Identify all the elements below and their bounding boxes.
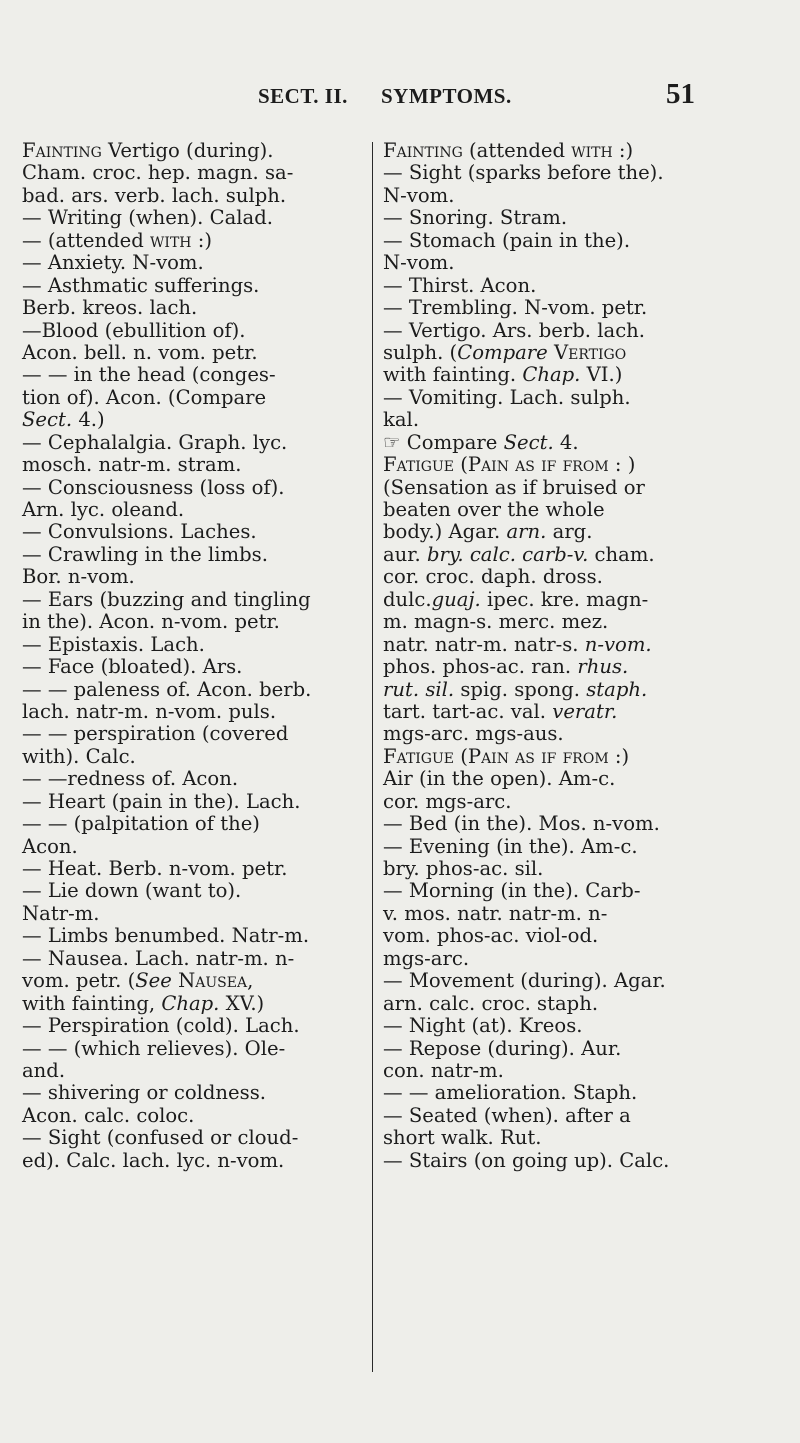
text-line bbox=[383, 656, 777, 678]
text-segment: bry. calc. carb-v. bbox=[426, 542, 589, 566]
text-line bbox=[22, 970, 368, 992]
text-segment: — Thirst. Acon. bbox=[383, 273, 537, 297]
text-line bbox=[22, 746, 368, 768]
text-segment: veratr. bbox=[552, 699, 618, 723]
text-line bbox=[22, 1082, 368, 1104]
text-line bbox=[383, 836, 777, 858]
text-segment: (attended bbox=[462, 139, 572, 162]
text-segment: Sect. bbox=[22, 408, 73, 432]
text-segment: — Heat. Berb. n-vom. petr. bbox=[22, 857, 288, 880]
text-line bbox=[22, 813, 368, 835]
text-line bbox=[383, 387, 777, 409]
text-segment: Berb. kreos. lach. bbox=[22, 296, 198, 320]
text-segment: arn. calc. croc. staph. bbox=[383, 991, 599, 1015]
text-line bbox=[22, 701, 368, 723]
text-segment: mgs-arc. bbox=[383, 946, 470, 970]
right-column bbox=[383, 140, 777, 1172]
text-line bbox=[383, 679, 777, 701]
text-line bbox=[22, 521, 368, 543]
text-segment: — —redness of. Acon. bbox=[22, 767, 239, 791]
column-divider bbox=[372, 142, 373, 1372]
text-line bbox=[22, 409, 368, 431]
text-segment: — Vomiting. Lach. sulph. bbox=[383, 385, 631, 409]
text-segment: XV.) bbox=[219, 991, 265, 1015]
text-line bbox=[383, 925, 777, 947]
text-segment: — Cephalalgia. Graph. lyc. bbox=[22, 430, 288, 454]
text-line bbox=[383, 477, 777, 499]
text-line bbox=[22, 320, 368, 342]
text-segment: rhus. bbox=[577, 655, 629, 679]
text-line bbox=[383, 1060, 777, 1082]
text-segment: phos. phos-ac. ran. bbox=[383, 655, 578, 679]
text-line bbox=[22, 230, 368, 252]
text-segment: bad. ars. verb. lach. sulph. bbox=[22, 183, 287, 207]
text-line bbox=[383, 320, 777, 342]
text-segment: — Vertigo. Ars. berb. lach. bbox=[383, 318, 646, 342]
text-segment: tion of). Acon. (Compare bbox=[22, 385, 267, 409]
text-segment: ipec. kre. magn- bbox=[480, 587, 649, 611]
text-line bbox=[22, 252, 368, 274]
text-line bbox=[22, 723, 368, 745]
text-line bbox=[383, 454, 777, 476]
text-segment: — — perspiration (covered bbox=[22, 722, 289, 746]
text-segment: — Sight (confused or cloud- bbox=[22, 1126, 299, 1150]
text-segment: m. magn-s. merc. mez. bbox=[383, 610, 609, 634]
text-line bbox=[383, 364, 777, 386]
text-line bbox=[383, 993, 777, 1015]
text-segment: n-vom. bbox=[584, 632, 652, 656]
text-line bbox=[22, 185, 368, 207]
text-line bbox=[383, 611, 777, 633]
text-segment: — Convulsions. Laches. bbox=[22, 520, 257, 544]
text-line bbox=[383, 768, 777, 790]
text-segment: cor. croc. daph. dross. bbox=[383, 565, 603, 589]
text-line bbox=[383, 499, 777, 521]
text-line bbox=[22, 140, 368, 162]
text-line bbox=[22, 656, 368, 678]
text-segment: — Perspiration (cold). Lach. bbox=[22, 1014, 300, 1038]
text-segment: ed). Calc. lach. lyc. n-vom. bbox=[22, 1148, 285, 1172]
text-line bbox=[22, 1038, 368, 1060]
text-segment: See bbox=[135, 969, 172, 993]
text-line bbox=[383, 409, 777, 431]
text-segment: — Consciousness (loss of). bbox=[22, 475, 285, 499]
text-segment: — Sight (sparks before the). bbox=[383, 161, 664, 185]
text-line bbox=[22, 880, 368, 902]
text-segment: spig. spong. bbox=[454, 677, 587, 701]
text-line bbox=[383, 297, 777, 319]
text-line bbox=[22, 1105, 368, 1127]
text-segment: :) bbox=[612, 139, 634, 162]
text-segment: ☞ Compare bbox=[383, 430, 504, 454]
text-segment: :) bbox=[191, 228, 212, 252]
text-line bbox=[22, 1015, 368, 1037]
text-segment: — Limbs benumbed. Natr-m. bbox=[22, 924, 310, 948]
text-segment: bry. phos-ac. sil. bbox=[383, 857, 544, 880]
text-segment: with bbox=[571, 139, 613, 162]
text-segment: kal. bbox=[383, 408, 420, 432]
running-title: SYMPTOMS. bbox=[381, 84, 512, 108]
text-segment: — Nausea. Lach. natr-m. n- bbox=[22, 946, 295, 970]
text-segment: mosch. natr-m. stram. bbox=[22, 453, 242, 477]
text-line bbox=[383, 634, 777, 656]
text-line bbox=[383, 858, 777, 880]
text-line bbox=[22, 499, 368, 521]
text-segment: — — (which relieves). Ole- bbox=[22, 1036, 286, 1060]
text-line bbox=[383, 1105, 777, 1127]
text-segment: — Bed (in the). Mos. n-vom. bbox=[383, 812, 660, 836]
text-segment: — Writing (when). Calad. bbox=[22, 206, 273, 230]
text-segment: vom. phos-ac. viol-od. bbox=[383, 924, 599, 948]
text-line bbox=[383, 813, 777, 835]
text-segment: — Repose (during). Aur. bbox=[383, 1036, 622, 1060]
text-segment: N-vom. bbox=[383, 183, 455, 207]
text-segment: aur. bbox=[383, 542, 427, 566]
text-line bbox=[22, 634, 368, 656]
text-segment: — — amelioration. Staph. bbox=[383, 1081, 638, 1105]
text-segment: — Face (bloated). Ars. bbox=[22, 655, 243, 679]
text-segment: sulph. ( bbox=[383, 340, 458, 364]
text-segment: short walk. Rut. bbox=[383, 1126, 542, 1150]
text-line bbox=[22, 1150, 368, 1172]
text-segment: Fainting bbox=[383, 139, 463, 162]
text-segment: in the). Acon. n-vom. petr. bbox=[22, 610, 280, 634]
text-line bbox=[22, 477, 368, 499]
text-segment: Chap. bbox=[161, 991, 220, 1015]
text-segment: arg. bbox=[546, 520, 593, 544]
text-line bbox=[22, 566, 368, 588]
text-line bbox=[22, 836, 368, 858]
text-segment: Fainting bbox=[22, 139, 102, 162]
text-line bbox=[22, 432, 368, 454]
text-line bbox=[22, 387, 368, 409]
text-segment: — Asthmatic sufferings. bbox=[22, 273, 260, 297]
text-line bbox=[383, 432, 777, 454]
text-segment: Bor. n-vom. bbox=[22, 565, 135, 589]
text-segment: — Movement (during). Agar. bbox=[383, 969, 666, 993]
text-segment: Vertigo bbox=[554, 340, 627, 364]
text-segment: — Anxiety. N-vom. bbox=[22, 251, 204, 275]
text-line bbox=[383, 566, 777, 588]
text-segment: — — paleness of. Acon. berb. bbox=[22, 677, 312, 701]
text-segment: (Sensation as if bruised or bbox=[383, 475, 645, 499]
text-segment: rut. sil. bbox=[383, 677, 455, 701]
text-line bbox=[383, 701, 777, 723]
text-segment: Compare bbox=[457, 340, 548, 364]
text-segment: Air (in the open). Am-c. bbox=[383, 767, 616, 791]
text-segment: —Blood (ebullition of). bbox=[22, 318, 246, 342]
text-segment: Arn. lyc. oleand. bbox=[22, 498, 185, 521]
text-segment: N-vom. bbox=[383, 251, 455, 275]
text-segment: — Morning (in the). Carb- bbox=[383, 879, 641, 903]
text-segment: 4.) bbox=[72, 408, 105, 432]
text-line bbox=[383, 746, 777, 768]
text-line bbox=[22, 589, 368, 611]
text-line bbox=[383, 521, 777, 543]
text-segment: Natr-m. bbox=[22, 901, 100, 925]
text-segment: — (attended bbox=[22, 228, 151, 252]
text-segment: — Snoring. Stram. bbox=[383, 206, 568, 230]
page-number: 51 bbox=[666, 78, 695, 110]
text-segment: 4. bbox=[553, 430, 579, 454]
text-line bbox=[22, 948, 368, 970]
text-line bbox=[22, 1127, 368, 1149]
text-segment: beaten over the whole bbox=[383, 498, 605, 521]
text-line bbox=[383, 342, 777, 364]
text-segment: — Stomach (pain in the). bbox=[383, 228, 631, 252]
text-segment: with fainting. bbox=[383, 363, 523, 387]
text-line bbox=[383, 162, 777, 184]
text-line bbox=[383, 903, 777, 925]
text-line bbox=[383, 1015, 777, 1037]
text-line bbox=[22, 679, 368, 701]
text-segment: — Heart (pain in the). Lach. bbox=[22, 789, 301, 813]
text-line bbox=[383, 1038, 777, 1060]
text-line bbox=[22, 275, 368, 297]
text-line bbox=[22, 544, 368, 566]
text-segment: tart. tart-ac. val. bbox=[383, 699, 553, 723]
text-line bbox=[383, 275, 777, 297]
text-segment: with bbox=[150, 228, 192, 252]
text-segment: v. mos. natr. natr-m. n- bbox=[383, 901, 608, 925]
text-segment: Acon. bell. n. vom. petr. bbox=[22, 340, 258, 364]
text-segment: — Ears (buzzing and tingling bbox=[22, 587, 311, 611]
page-header bbox=[0, 78, 800, 114]
left-column bbox=[22, 140, 368, 1172]
text-segment: cor. mgs-arc. bbox=[383, 789, 512, 813]
text-segment: cham. bbox=[588, 542, 655, 566]
text-segment: with). Calc. bbox=[22, 744, 136, 768]
text-line bbox=[22, 903, 368, 925]
text-line bbox=[22, 1060, 368, 1082]
text-line bbox=[22, 454, 368, 476]
text-segment: — Epistaxis. Lach. bbox=[22, 632, 205, 656]
text-segment: Nausea, bbox=[178, 969, 254, 993]
text-line bbox=[383, 1127, 777, 1149]
text-line bbox=[22, 925, 368, 947]
text-line bbox=[22, 297, 368, 319]
text-segment: with fainting, bbox=[22, 991, 162, 1015]
text-segment: — Crawling in the limbs. bbox=[22, 542, 268, 566]
text-line bbox=[22, 993, 368, 1015]
text-segment: lach. natr-m. n-vom. puls. bbox=[22, 699, 277, 723]
section-label: SECT. II. bbox=[258, 84, 348, 108]
text-segment: — — in the head (conges- bbox=[22, 363, 276, 387]
text-segment: mgs-arc. mgs-aus. bbox=[383, 722, 564, 746]
text-segment: Vertigo (during). bbox=[101, 139, 274, 162]
text-line bbox=[383, 948, 777, 970]
text-segment: Cham. croc. hep. magn. sa- bbox=[22, 161, 294, 185]
text-line bbox=[383, 880, 777, 902]
text-line bbox=[22, 791, 368, 813]
text-line bbox=[22, 207, 368, 229]
text-segment: — Night (at). Kreos. bbox=[383, 1014, 583, 1038]
text-segment: VI.) bbox=[580, 363, 623, 387]
text-line bbox=[383, 544, 777, 566]
text-segment: natr. natr-m. natr-s. bbox=[383, 632, 585, 656]
text-line bbox=[22, 858, 368, 880]
text-segment: Chap. bbox=[522, 363, 581, 387]
text-line bbox=[383, 970, 777, 992]
text-segment: — Stairs (on going up). Calc. bbox=[383, 1148, 670, 1172]
text-line bbox=[22, 611, 368, 633]
text-segment: and. bbox=[22, 1058, 66, 1082]
text-segment: body.) Agar. bbox=[383, 520, 507, 544]
text-line bbox=[383, 589, 777, 611]
text-segment: staph. bbox=[586, 677, 648, 701]
text-line bbox=[383, 252, 777, 274]
text-line bbox=[383, 791, 777, 813]
text-line bbox=[383, 1082, 777, 1104]
text-segment: dulc. bbox=[383, 587, 432, 611]
text-segment: Sect. bbox=[503, 430, 554, 454]
text-line bbox=[383, 140, 777, 162]
text-segment: Acon. bbox=[22, 834, 78, 858]
text-segment: Fatigue (Pain as if from :) bbox=[383, 744, 630, 768]
text-line bbox=[383, 185, 777, 207]
text-segment: con. natr-m. bbox=[383, 1058, 504, 1082]
text-line bbox=[383, 1150, 777, 1172]
text-segment: guaj. bbox=[431, 587, 481, 611]
text-segment: arn. bbox=[506, 520, 547, 544]
text-segment: Acon. calc. coloc. bbox=[22, 1103, 195, 1127]
text-segment: — Lie down (want to). bbox=[22, 879, 242, 903]
text-line bbox=[22, 162, 368, 184]
text-segment: — Trembling. N-vom. petr. bbox=[383, 296, 648, 320]
text-segment: vom. petr. ( bbox=[22, 969, 136, 993]
text-line bbox=[22, 768, 368, 790]
text-segment: — — (palpitation of the) bbox=[22, 812, 260, 836]
text-segment: Fatigue (Pain as if from : ) bbox=[383, 453, 636, 477]
text-segment: — Evening (in the). Am-c. bbox=[383, 834, 638, 858]
text-segment: — shivering or coldness. bbox=[22, 1081, 266, 1105]
text-segment: — Seated (when). after a bbox=[383, 1103, 631, 1127]
text-line bbox=[22, 364, 368, 386]
text-line bbox=[383, 207, 777, 229]
text-line bbox=[22, 342, 368, 364]
text-line bbox=[383, 723, 777, 745]
text-line bbox=[383, 230, 777, 252]
